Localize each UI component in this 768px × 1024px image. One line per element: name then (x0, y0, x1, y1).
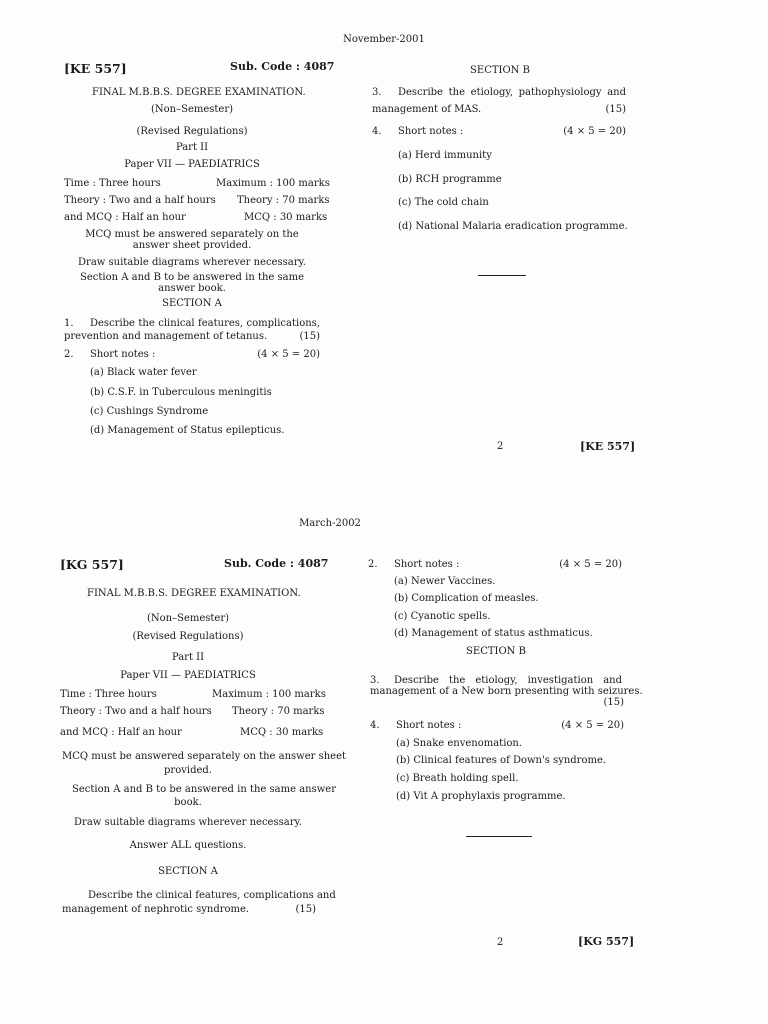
question-2-number: 2. (64, 349, 74, 360)
time-label: Time : Three hours (60, 689, 157, 700)
question-2-marks: (4 × 5 = 20) (257, 349, 320, 360)
question-4-number: 4. (370, 720, 380, 731)
end-rule (466, 836, 532, 837)
theory-marks: Theory : 70 marks (237, 195, 330, 206)
instruction-sections-cont: answer book. (158, 283, 226, 294)
question-2-item-c: (c) Cushings Syndrome (90, 406, 209, 417)
section-b-heading: SECTION B (466, 646, 526, 657)
question-4-item-c: (c) Breath holding spell. (396, 773, 519, 784)
theory-marks: Theory : 70 marks (232, 706, 325, 717)
question-4-item-a: (a) Herd immunity (398, 150, 492, 161)
question-2-label: Short notes : (90, 349, 156, 360)
paper-title: Paper VII — PAEDIATRICS (120, 670, 256, 681)
question-1-line-2: prevention and management of tetanus. (64, 331, 268, 342)
part: Part II (171, 652, 205, 663)
instruction-mcq: MCQ must be answered separately on the (85, 229, 299, 240)
question-2-item-d: (d) Management of Status epilepticus. (90, 425, 285, 436)
section-b-heading: SECTION B (470, 65, 530, 76)
question-4-item-d: (d) Vit A prophylaxis programme. (396, 791, 566, 802)
page-number: 2 (497, 937, 504, 948)
question-4-label: Short notes : (396, 720, 462, 731)
question-3-line-2: management of MAS. (372, 104, 482, 115)
question-1-line-1: Describe the clinical features, complications, (90, 318, 320, 329)
time-label: Time : Three hours (64, 178, 161, 189)
maximum-marks: Maximum : 100 marks (216, 178, 330, 189)
instruction-mcq-cont: answer sheet provided. (132, 240, 252, 251)
paper-code: [KE 557] (64, 61, 127, 76)
theory-time: Theory : Two and a half hours (64, 195, 216, 206)
question-4-item-d: (d) National Malaria eradication programme. (398, 221, 628, 232)
question-2-item-b: (b) C.S.F. in Tuberculous meningitis (90, 387, 272, 398)
exam-date: November-2001 (343, 34, 425, 45)
question-2-item-d: (d) Management of status asthmaticus. (394, 628, 593, 639)
instruction-sections: Section A and B to be answered in the same (79, 272, 304, 283)
question-4-number: 4. (372, 126, 382, 137)
subject-code: Sub. Code : 4087 (224, 557, 329, 570)
instruction-mcq-cont: provided. (164, 765, 212, 776)
question-2-item-a: (a) Newer Vaccines. (394, 576, 496, 587)
question-3-number: 3. (372, 87, 382, 98)
question-1-line-2: management of nephrotic syndrome. (62, 904, 250, 915)
question-4-marks: (4 × 5 = 20) (563, 126, 626, 137)
question-3-marks: (15) (603, 697, 624, 708)
question-3-line-1: Describe the etiology, pathophysiology and (398, 87, 626, 98)
question-3-number: 3. (370, 675, 380, 686)
footer-code: [KG 557] (578, 935, 635, 948)
question-2-item-a: (a) Black water fever (90, 367, 197, 378)
paper-code: [KG 557] (60, 557, 124, 572)
question-4-item-a: (a) Snake envenomation. (396, 738, 523, 749)
revised-regulations: (Revised Regulations) (132, 631, 244, 642)
subject-code: Sub. Code : 4087 (230, 60, 335, 73)
question-1-number: 1. (64, 318, 74, 329)
instruction-sections-cont: book. (174, 797, 202, 808)
instruction-sections: Section A and B to be answered in the same answer (72, 784, 336, 795)
paper-title: Paper VII — PAEDIATRICS (124, 159, 260, 170)
question-4-item-c: (c) The cold chain (398, 197, 489, 208)
instruction-answer-all: Answer ALL questions. (129, 840, 247, 851)
question-4-label: Short notes : (398, 126, 464, 137)
exam-title: FINAL M.B.B.S. DEGREE EXAMINATION. (92, 87, 306, 98)
mcq-marks: MCQ : 30 marks (244, 212, 328, 223)
end-rule (478, 275, 526, 276)
question-3-line-1: Describe the etiology, investigation and (394, 675, 622, 686)
question-2-item-c: (c) Cyanotic spells. (394, 611, 491, 622)
question-4-item-b: (b) Clinical features of Down's syndrome. (396, 755, 607, 766)
question-4-item-b: (b) RCH programme (398, 174, 502, 185)
question-2-number: 2. (368, 559, 378, 570)
part: Part II (175, 142, 209, 153)
theory-time: Theory : Two and a half hours (60, 706, 212, 717)
question-1-line-1: Describe the clinical features, complications and (88, 890, 336, 901)
question-2-marks: (4 × 5 = 20) (559, 559, 622, 570)
exam-title: FINAL M.B.B.S. DEGREE EXAMINATION. (87, 588, 301, 599)
question-3-line-2: management of a New born presenting with seizures. (370, 686, 643, 697)
question-4-marks: (4 × 5 = 20) (561, 720, 624, 731)
instruction-diagrams: Draw suitable diagrams wherever necessary. (78, 257, 306, 268)
revised-regulations: (Revised Regulations) (136, 126, 248, 137)
instruction-mcq: MCQ must be answered separately on the answer sheet (62, 751, 347, 762)
question-1-marks: (15) (299, 331, 320, 342)
non-semester: (Non–Semester) (146, 613, 230, 624)
maximum-marks: Maximum : 100 marks (212, 689, 326, 700)
exam-date: March-2002 (299, 518, 361, 529)
mcq-marks: MCQ : 30 marks (240, 727, 324, 738)
question-1-marks: (15) (295, 904, 316, 915)
mcq-time: and MCQ : Half an hour (64, 212, 186, 223)
mcq-time: and MCQ : Half an hour (60, 727, 182, 738)
section-a-heading: SECTION A (162, 298, 222, 309)
section-a-heading: SECTION A (158, 866, 218, 877)
question-2-label: Short notes : (394, 559, 460, 570)
question-3-marks: (15) (605, 104, 626, 115)
instruction-diagrams: Draw suitable diagrams wherever necessary. (74, 817, 302, 828)
footer-code: [KE 557] (580, 440, 636, 453)
question-2-item-b: (b) Complication of measles. (394, 593, 539, 604)
page-number: 2 (497, 441, 504, 452)
non-semester: (Non–Semester) (150, 104, 234, 115)
